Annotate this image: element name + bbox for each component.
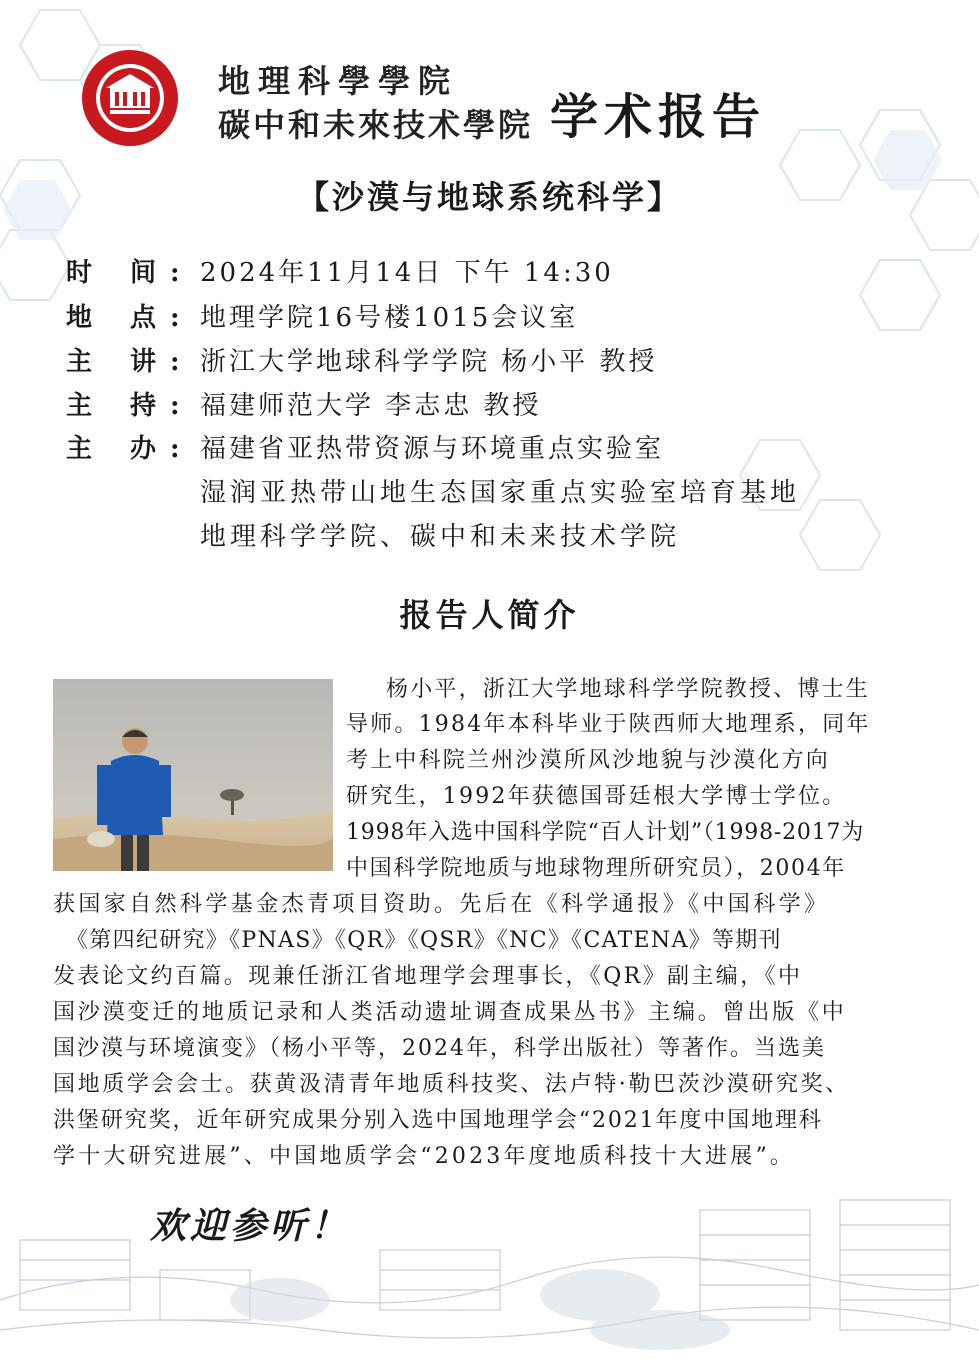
- institute-name-carbon-neutral: 碳中和未來技术學院: [218, 106, 534, 144]
- bio-line-12: 国地质学会会士。获黄汲清青年地质科技奖、法卢特·勒巴茨沙漠研究奖、: [53, 1072, 850, 1097]
- bio-line-7: 获国家自然科学基金杰青项目资助。先后在《科学通报》《中国科学》: [53, 892, 830, 917]
- topic-title: 沙漠与地球系统科学: [331, 178, 647, 216]
- bio-line-4: 研究生，1992年获德国哥廷根大学博士学位。: [346, 784, 847, 809]
- time-value: 2024年11月14日 下午 14:30: [200, 258, 614, 288]
- place-value: 地理学院16号楼1015会议室: [200, 303, 579, 333]
- info-host: [66, 385, 542, 422]
- bio-line-2: 导师。1984年本科毕业于陕西师大地理系，同年: [346, 712, 871, 737]
- bio-title: 报告人简介: [399, 596, 580, 634]
- speaker-value: 浙江大学地球科学学院 杨小平 教授: [200, 347, 658, 377]
- open-bracket: 【: [296, 178, 332, 216]
- info-organizer: [66, 428, 665, 465]
- bio-line-1: 杨小平，浙江大学地球科学学院教授、博士生: [386, 677, 871, 702]
- bio-line-11: 国沙漠与环境演变》（杨小平等，2024年，科学出版社）等著作。当选美: [53, 1036, 826, 1061]
- welcome-message: 欢迎参听！: [150, 1205, 351, 1247]
- institute-name-geography: 地理科學學院: [218, 62, 459, 100]
- close-bracket: 】: [647, 178, 683, 216]
- info-place: [66, 297, 579, 334]
- organizer-value-2: 湿润亚热带山地生态国家重点实验室培育基地: [200, 478, 801, 508]
- report-topic: [0, 172, 979, 218]
- organizer-value-3: 地理科学学院、碳中和未来技术学院: [200, 522, 681, 552]
- report-heading: 学术报告: [550, 89, 767, 145]
- info-speaker: [66, 341, 658, 378]
- bio-line-10: 国沙漠变迁的地质记录和人类活动遗址调查成果丛书》主编。曾出版《中: [53, 1000, 847, 1025]
- campus-sketch-illustration: [0, 1180, 979, 1370]
- bio-line-6: 中国科学院地质与地球物理所研究员），2004年: [346, 856, 846, 881]
- host-value: 福建师范大学 李志忠 教授: [200, 391, 542, 421]
- bio-line-9: 发表论文约百篇。现兼任浙江省地理学会理事长，《QR》副主编，《中: [53, 964, 803, 989]
- organizer-label: 主 办 :: [66, 434, 180, 464]
- time-label: 时 间 :: [66, 258, 180, 288]
- bio-line-14: 学十大研究进展”、中国地质学会“2023年度地质科技十大进展”。: [53, 1144, 796, 1169]
- info-time: [66, 252, 614, 289]
- speaker-photo: [53, 679, 333, 871]
- place-label: 地 点 :: [66, 303, 180, 333]
- host-label: 主 持 :: [66, 391, 180, 421]
- bio-line-13: 洪堡研究奖，近年研究成果分别入选中国地理学会“2021年度中国地理科: [53, 1108, 823, 1133]
- bio-line-5: 1998年入选中国科学院“百人计划”（1998-2017为: [346, 820, 865, 845]
- organizer-value-1: 福建省亚热带资源与环境重点实验室: [200, 434, 665, 464]
- university-logo: [80, 48, 180, 148]
- bio-line-8: 《第四纪研究》《PNAS》《QR》《QSR》《NC》《CATENA》等期刊: [66, 928, 782, 953]
- speaker-label: 主 讲 :: [66, 347, 180, 377]
- bio-line-3: 考上中科院兰州沙漠所风沙地貌与沙漠化方向: [346, 748, 831, 773]
